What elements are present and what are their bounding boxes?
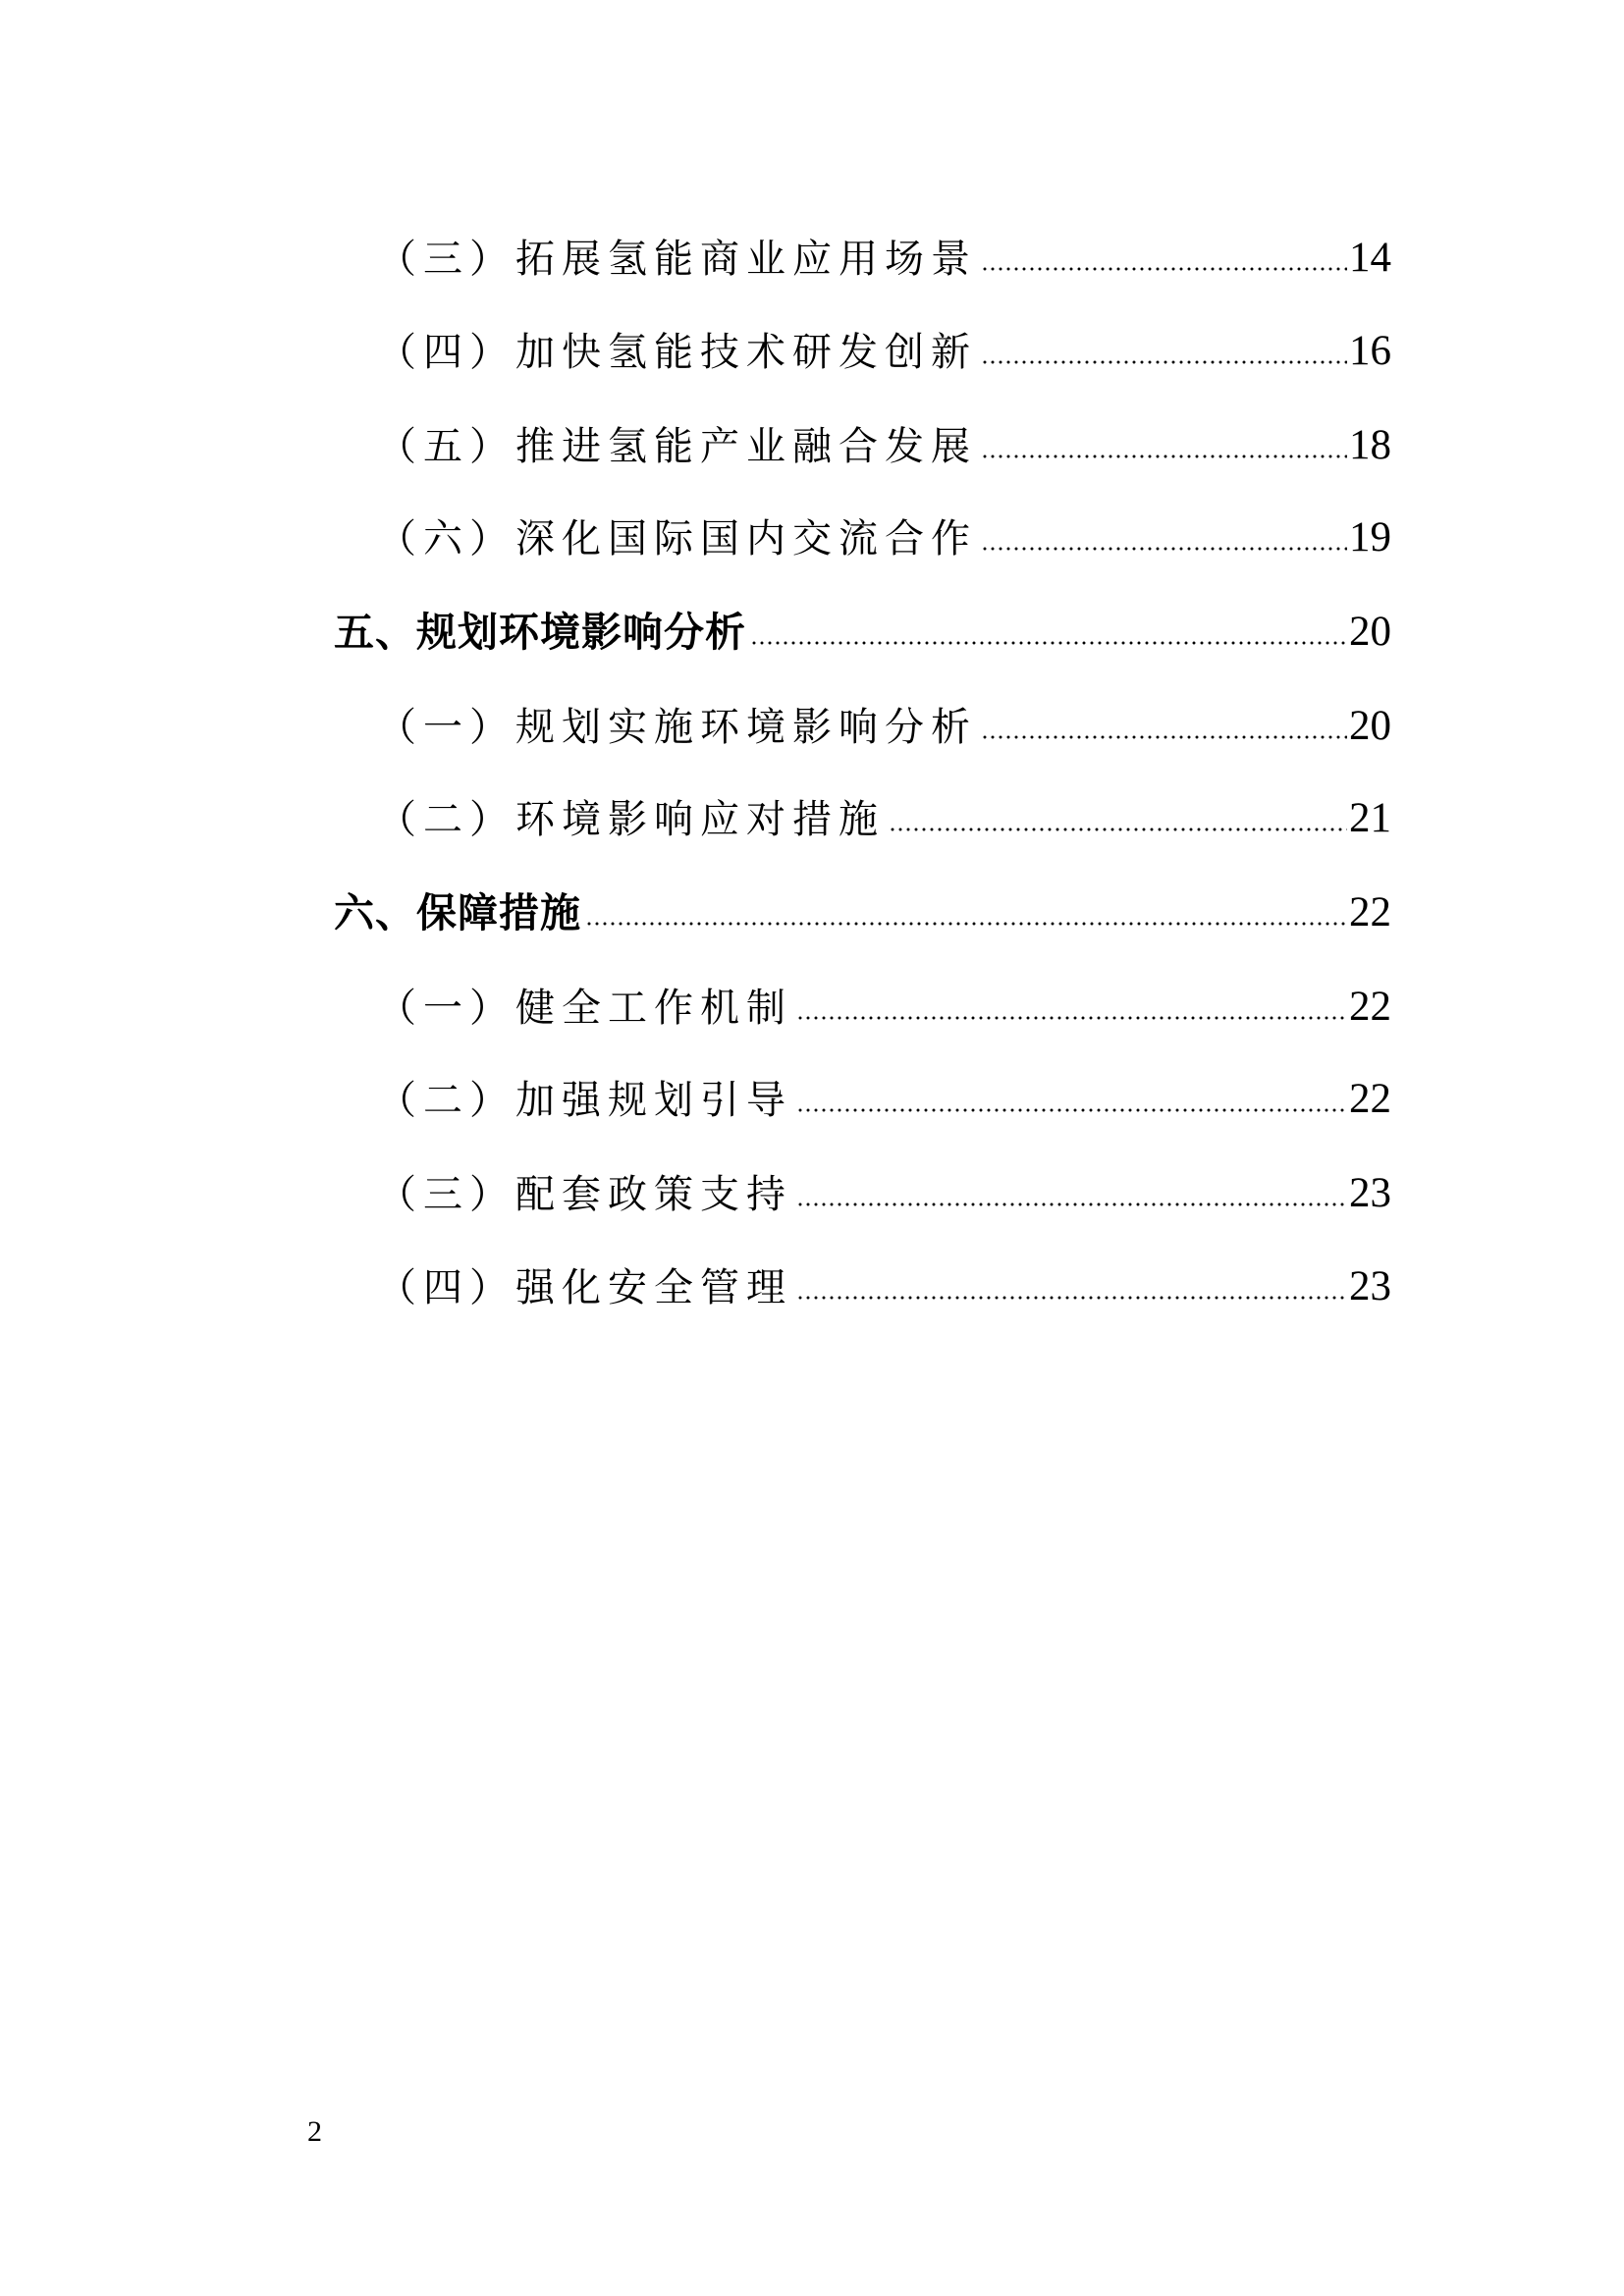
toc-entry-title: 六、保障措施 bbox=[334, 889, 581, 936]
toc-entry-page: 21 bbox=[1349, 795, 1391, 841]
toc-entry-title: （二）环境影响应对措施 bbox=[377, 797, 885, 842]
toc-entry-page: 23 bbox=[1349, 1263, 1391, 1309]
toc-entry[interactable] bbox=[377, 496, 1391, 559]
toc-entry-page: 22 bbox=[1349, 1076, 1391, 1122]
toc-entry-page: 18 bbox=[1349, 422, 1391, 468]
toc-entry-title: （五）推进氢能产业融合发展 bbox=[377, 424, 977, 469]
toc-chapter-entry[interactable] bbox=[334, 590, 1391, 656]
toc-entry-page: 19 bbox=[1349, 514, 1391, 561]
toc-dot-leader bbox=[796, 1016, 1347, 1020]
toc-entry-title: （一）规划实施环境影响分析 bbox=[377, 705, 977, 750]
toc-entry[interactable] bbox=[377, 1057, 1391, 1123]
toc-entry[interactable] bbox=[377, 309, 1391, 375]
toc-dot-leader bbox=[981, 454, 1347, 458]
toc-dot-leader bbox=[981, 267, 1347, 271]
toc-chapter-entry[interactable] bbox=[334, 871, 1391, 934]
toc-dot-leader bbox=[796, 1108, 1347, 1112]
toc-entry-title: （六）深化国际国内交流合作 bbox=[377, 516, 977, 561]
toc-entry[interactable] bbox=[377, 965, 1391, 1031]
toc-entry[interactable] bbox=[377, 776, 1391, 842]
toc-entry[interactable] bbox=[377, 216, 1391, 282]
toc-dot-leader bbox=[585, 922, 1347, 926]
toc-entry-page: 16 bbox=[1349, 328, 1391, 374]
toc-entry[interactable] bbox=[377, 403, 1391, 469]
toc-entry-title: （二）加强规划引导 bbox=[377, 1078, 792, 1123]
toc-dot-leader bbox=[981, 735, 1347, 739]
toc-entry-page: 14 bbox=[1349, 235, 1391, 281]
toc-entry-page: 23 bbox=[1349, 1170, 1391, 1216]
toc-entry-page: 22 bbox=[1349, 889, 1391, 935]
toc-dot-leader bbox=[750, 641, 1347, 645]
toc-entry[interactable] bbox=[377, 684, 1391, 750]
toc-entry-title: （四）加快氢能技术研发创新 bbox=[377, 330, 977, 375]
toc-entry-page: 20 bbox=[1349, 609, 1391, 655]
toc-entry-title: （三）配套政策支持 bbox=[377, 1172, 792, 1217]
toc-entry-title: （三）拓展氢能商业应用场景 bbox=[377, 237, 977, 282]
toc-entry-title: （一）健全工作机制 bbox=[377, 986, 792, 1031]
toc-dot-leader bbox=[981, 547, 1347, 551]
toc-entry-page: 20 bbox=[1349, 703, 1391, 749]
toc-dot-leader bbox=[981, 360, 1347, 364]
toc-entry[interactable] bbox=[377, 1151, 1391, 1217]
toc-entry[interactable] bbox=[377, 1245, 1391, 1308]
page-number: 2 bbox=[307, 2115, 322, 2148]
toc-dot-leader bbox=[796, 1296, 1347, 1300]
toc-entry-title: 五、规划环境影响分析 bbox=[334, 609, 746, 656]
toc-dot-leader bbox=[796, 1202, 1347, 1206]
toc-entry-title: （四）强化安全管理 bbox=[377, 1265, 792, 1310]
toc-entry-page: 22 bbox=[1349, 984, 1391, 1030]
toc-dot-leader bbox=[889, 828, 1347, 831]
